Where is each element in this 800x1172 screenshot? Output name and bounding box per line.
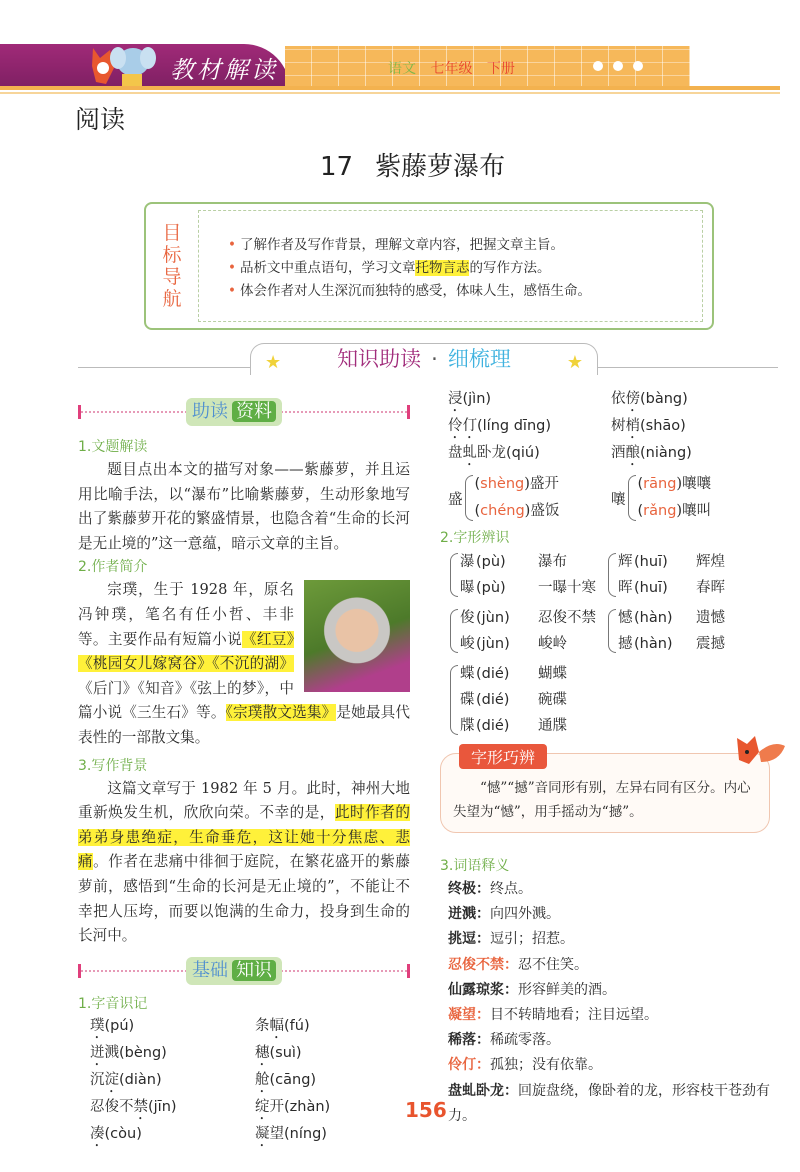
goal-label-char: 标 [162, 244, 182, 266]
colon: ： [504, 981, 518, 998]
text-segment: 宗璞，生于 1928 年，原名冯钟璞，笔名有任小哲、丰非等。主要作品有短篇小说 [78, 581, 294, 648]
goal-item [228, 280, 591, 303]
example-word: 碗碟 [538, 692, 567, 708]
word [448, 391, 463, 407]
word-part: 忍俊不 [90, 1098, 134, 1115]
page-number: 156 [405, 1098, 447, 1122]
pinyin: (bàng) [640, 391, 688, 407]
emphasized-char: 舱 [255, 1071, 270, 1088]
banner-right: 细梳理 [447, 347, 511, 371]
emphasized-char: 幅 [269, 1017, 284, 1034]
pinyin: (huī) [634, 554, 668, 570]
char: 俊 [460, 610, 475, 626]
volume: 下册 [486, 61, 515, 77]
pronunciation-item [90, 1042, 255, 1069]
word [255, 1099, 284, 1115]
word [448, 445, 506, 461]
emphasized-char: 穗 [255, 1044, 270, 1061]
polyphone-char: 盛 [448, 491, 463, 508]
vocabulary-item [440, 902, 780, 927]
fox-mascot-icon [733, 732, 787, 768]
distinction-group [448, 661, 776, 739]
example-word: 通牒 [538, 718, 567, 734]
header-dot [613, 61, 623, 71]
banner-dot: · [431, 347, 438, 371]
polyphone-readings [475, 471, 560, 525]
subject: 语文 [388, 61, 416, 77]
definition: 孤独；没有依靠。 [490, 1057, 602, 1074]
pinyin: (shāo) [640, 418, 686, 434]
pinyin: (bèng) [119, 1044, 167, 1061]
example-word: 辉煌 [696, 554, 725, 570]
distinction-row [618, 549, 725, 575]
char: 憾 [618, 610, 633, 626]
example-word: 春晖 [696, 580, 725, 596]
pinyin: (jùn) [476, 610, 510, 626]
vocabulary-item [440, 1079, 780, 1129]
emphasized-char: 浸 [448, 391, 463, 407]
word [90, 1018, 105, 1034]
tip-text: “憾”“撼”音同形有别，左异右同有区分。内心失望为“憾”，用手摇动为“撼”。 [453, 780, 751, 820]
reading-row [475, 498, 560, 525]
text-segment: 这篇文章写于 1982 年 5 月。此时，神州大地重新焕发生机，欣欣向荣。不幸的是， [78, 779, 410, 822]
text-segment: 题目点出本文的描写对象——紫藤萝，并且运用比喻手法，以“瀑布”比喻紫藤萝，生动形象地写出了紫藤萝开花的繁盛情景，也隐含着“生命的长河是无止境的”这一意蕴，暗示文章的主旨。 [78, 461, 410, 552]
vocabulary-item [440, 1003, 780, 1028]
fox-elephant-mascot-icon [88, 40, 158, 88]
distinction-rows [460, 661, 567, 739]
pronunciation-item [448, 442, 611, 469]
brace-icon [465, 475, 473, 521]
pinyin: (suì) [269, 1044, 302, 1061]
definition: 逗引；招惹。 [490, 931, 574, 948]
pinyin: (cāng) [269, 1071, 317, 1088]
emphasized-char: 凑 [90, 1125, 105, 1142]
goal-label-char: 目 [162, 222, 182, 244]
pinyin: (hàn) [634, 636, 673, 652]
section-title: 1.文题解读 [78, 439, 148, 455]
pronunciation-item [90, 1015, 255, 1042]
example-word: 一曝十寒 [538, 580, 596, 596]
example-word: 忍俊不禁 [538, 610, 596, 626]
example-word: 瀑布 [538, 554, 567, 570]
emphasized-char: 凝 [255, 1125, 270, 1142]
pronunciation-item [255, 1123, 415, 1150]
vocabulary-item [440, 1028, 780, 1053]
lesson-name: 紫藤萝瀑布 [375, 152, 506, 182]
emphasized-char: 绽 [255, 1098, 270, 1115]
star-icon: ★ [265, 352, 282, 373]
distinction-row [618, 575, 725, 601]
section-banner [250, 343, 598, 375]
word [255, 1072, 270, 1088]
basic-header-b: 知识 [232, 960, 276, 981]
pinyin: (dié) [476, 718, 510, 734]
pinyin: (hàn) [634, 610, 673, 626]
term: 凝望 [448, 1007, 476, 1024]
section-title: 3.写作背景 [78, 757, 148, 774]
distinction-row [460, 661, 567, 687]
banner-left: 知识助读 [337, 347, 422, 371]
ref-header [78, 398, 410, 426]
emphasized-char: 梢 [625, 418, 640, 434]
goal-label-char: 导 [162, 266, 182, 288]
highlight: 《红豆》《桃园女儿嫁窝谷》《不沉的湖》 [78, 630, 294, 673]
brace-icon [450, 665, 458, 735]
char: 曝 [460, 580, 475, 596]
distinction-row [460, 631, 596, 657]
word-part: 沉 [90, 1071, 105, 1088]
definition: 回旋盘绕，像卧着的龙，形容枝干苍劲有力。 [448, 1082, 770, 1124]
word [611, 445, 640, 461]
vocabulary-item [440, 1053, 780, 1078]
distinction-rows [618, 549, 725, 601]
colon: ： [476, 906, 490, 923]
pinyin: (jīn) [148, 1098, 177, 1115]
distinction-group [448, 605, 606, 657]
paren: ( [637, 476, 644, 492]
term: 忍俊不禁 [448, 956, 504, 973]
pronunciation-list [78, 1015, 410, 1150]
pronunciation-item [255, 1042, 415, 1069]
emphasized-char: 傍 [625, 391, 640, 407]
pronunciation-item [90, 1123, 255, 1150]
char: 峻 [460, 636, 475, 652]
polyphone-group [611, 471, 781, 525]
colon: ： [504, 956, 518, 973]
term: 盘虬卧龙 [448, 1082, 504, 1099]
basic-header-tag [186, 957, 282, 985]
distinction-rows [460, 549, 596, 601]
pronunciation-item [255, 1096, 415, 1123]
header-badge: 教材解读 [170, 56, 278, 84]
pronunciation-item [611, 442, 781, 469]
char: 瀑 [460, 554, 475, 570]
emphasized-char: 迸 [90, 1044, 105, 1061]
word [90, 1126, 105, 1142]
pinyin: shèng [480, 476, 525, 492]
emphasized-char: 虬 [462, 445, 477, 461]
word [255, 1018, 284, 1034]
emphasized-char: 禁 [133, 1098, 148, 1115]
pinyin: (diàn) [119, 1071, 162, 1088]
goal-label [160, 222, 184, 310]
left-column [78, 398, 410, 1150]
pinyin: rāng [643, 476, 677, 492]
pinyin: (níng) [284, 1125, 327, 1142]
vocabulary-item [440, 877, 780, 902]
distinction-rows [618, 605, 725, 657]
text-segment: 体会作者对人生深沉而独特的感受，体味人生，感悟生命。 [239, 283, 591, 299]
emphasized-char: 伶仃 [448, 418, 477, 434]
brace-icon [608, 553, 616, 597]
distinction-group [606, 549, 776, 601]
colon: ： [476, 1057, 490, 1074]
section-title: 2.字形辨识 [440, 530, 510, 546]
reading-row [638, 471, 712, 498]
pinyin: (pù) [476, 554, 506, 570]
word-part: 望 [269, 1125, 284, 1142]
distinction-row [460, 713, 567, 739]
polyphone-char: 嚷 [611, 491, 626, 508]
polyphone-list [440, 469, 780, 525]
text-segment: 了解作者及写作背景，理解文章内容，把握文章主旨。 [239, 237, 564, 253]
basic-header-a: 基础 [192, 959, 228, 981]
term: 仙露琼浆 [448, 981, 504, 998]
pronunciation-item [448, 415, 611, 442]
colon: ： [476, 881, 490, 897]
example: )盛开 [524, 476, 559, 492]
section-title: 3.词语释义 [440, 858, 510, 874]
word-part: 依 [611, 391, 626, 407]
char: 辉 [618, 554, 633, 570]
vocabulary-item [440, 978, 780, 1003]
word-part: 酒 [611, 445, 626, 461]
highlight: 《宗璞散文选集》 [225, 704, 337, 722]
pronunciation-item [611, 388, 781, 415]
colon: ： [476, 931, 490, 948]
word-part: 卧龙 [477, 445, 506, 461]
example-word: 峻岭 [538, 636, 567, 652]
goal-label-char: 航 [162, 288, 182, 310]
section-title: 2.作者简介 [78, 559, 148, 576]
text-segment: 《后门》《知音》《弦上的梦》，中篇小说《三生石》等。 [78, 679, 294, 722]
vocabulary-list [440, 877, 780, 1129]
word-part: 树 [611, 418, 626, 434]
pinyin: (fú) [284, 1017, 310, 1034]
example: )嚷嚷 [676, 476, 712, 492]
highlight: 此时作者的弟弟身患绝症，生命垂危，这让她十分焦虑、悲痛 [78, 804, 410, 871]
term: 挑逗 [448, 931, 476, 948]
emphasized-char: 璞 [90, 1017, 105, 1034]
pronunciation-item [255, 1069, 415, 1096]
pinyin: (niàng) [640, 445, 692, 461]
pronunciation-item [255, 1015, 415, 1042]
definition: 忍不住笑。 [518, 956, 588, 973]
pronunciation-item [90, 1069, 255, 1096]
header-dot [633, 61, 643, 71]
example-word: 遗憾 [696, 610, 725, 626]
distinction-row [460, 575, 596, 601]
colon: ： [476, 1032, 490, 1049]
distinction-row [460, 605, 596, 631]
section-title: 1.字音识记 [78, 995, 148, 1012]
distinction-group [448, 549, 606, 601]
pronunciation-item [611, 415, 781, 442]
pinyin: (pú) [104, 1017, 135, 1034]
word [90, 1099, 148, 1115]
ref-header-a: 助读 [192, 401, 228, 422]
paren: ( [637, 503, 644, 519]
vocabulary-item [440, 953, 780, 978]
pinyin: (jùn) [476, 636, 510, 652]
brace-icon [450, 553, 458, 597]
polyphone-readings [638, 471, 712, 525]
pinyin: (còu) [104, 1125, 142, 1142]
basic-header [78, 957, 410, 985]
goal-list [228, 234, 591, 303]
reading-row [475, 471, 560, 498]
term: 迸溅 [448, 906, 476, 923]
example-word: 震撼 [696, 636, 725, 652]
character-distinction-list [440, 549, 780, 739]
word-part: 开 [269, 1098, 284, 1115]
distinction-rows [460, 605, 596, 657]
word [448, 418, 477, 434]
distinction-row [618, 605, 725, 631]
goal-item [228, 234, 591, 257]
pronunciation-item [448, 388, 611, 415]
lesson-title [320, 146, 505, 183]
section-label: 阅读 [75, 105, 126, 134]
pinyin: (dié) [476, 692, 510, 708]
term: 伶仃 [448, 1057, 476, 1074]
pinyin: (zhàn) [284, 1098, 331, 1115]
brace-icon [628, 475, 636, 521]
word [255, 1126, 284, 1142]
colon: ： [504, 1082, 518, 1099]
brace-icon [608, 609, 616, 653]
word-part: 条 [255, 1017, 270, 1034]
emphasized-char: 酿 [625, 445, 640, 461]
pinyin: (qiú) [506, 445, 540, 461]
ref-header-b: 资料 [232, 401, 276, 422]
header-dot [593, 61, 603, 71]
distinction-row [460, 549, 596, 575]
pinyin: (pù) [476, 580, 506, 596]
ref-header-tag [186, 398, 282, 426]
word [611, 391, 640, 407]
author-photo [304, 580, 410, 692]
definition: 形容鲜美的酒。 [518, 981, 616, 998]
brace-icon [450, 609, 458, 653]
colon: ： [476, 1007, 490, 1024]
char: 碟 [460, 692, 475, 708]
reading-row [638, 498, 712, 525]
example-word: 蝴蝶 [538, 666, 567, 682]
grade: 七年级 [430, 61, 473, 77]
vocabulary-item [440, 927, 780, 952]
definition: 目不转睛地看；注目远望。 [490, 1007, 658, 1024]
term: 稀落 [448, 1032, 476, 1049]
goal-item [228, 257, 591, 280]
text-segment: 是她最具代表性的一部散文集。 [78, 704, 410, 746]
distinction-group [606, 605, 776, 657]
char: 牒 [460, 718, 475, 734]
pronunciation-item [90, 1096, 255, 1123]
writing-background [78, 777, 410, 949]
star-icon: ★ [566, 352, 583, 373]
word-part: 溅 [104, 1044, 119, 1061]
word [611, 418, 640, 434]
paren: ( [474, 476, 481, 492]
tip-box [440, 748, 770, 833]
text-segment: 品析文中重点语句，学习文章 [239, 260, 416, 276]
right-column [440, 388, 780, 1129]
header-rule-thin [0, 92, 780, 94]
title-interpretation [78, 458, 410, 556]
pinyin: (líng dīng) [477, 418, 552, 434]
pronunciation-list [440, 388, 780, 469]
pinyin: (dié) [476, 666, 510, 682]
distinction-row [618, 631, 725, 657]
text-segment: 的写作方法。 [469, 260, 551, 276]
definition: 终点。 [490, 881, 532, 897]
example: )盛饭 [524, 503, 560, 519]
distinction-row [460, 687, 567, 713]
word [255, 1045, 270, 1061]
pinyin: (jìn) [462, 391, 492, 407]
char: 蝶 [460, 666, 475, 682]
lesson-number: 17 [320, 152, 354, 182]
header-book-info [388, 58, 515, 78]
example: )嚷叫 [676, 503, 712, 519]
word-part: 盘 [448, 445, 463, 461]
word [90, 1045, 119, 1061]
paren: ( [474, 503, 481, 519]
char: 撼 [618, 636, 633, 652]
pinyin: rǎng [643, 503, 677, 519]
pinyin: (huī) [634, 580, 668, 596]
definition: 向四外溅。 [490, 906, 560, 923]
polyphone-group [448, 471, 611, 525]
word [90, 1072, 119, 1088]
pinyin: chéng [480, 503, 525, 519]
emphasized-char: 淀 [104, 1071, 119, 1088]
term: 终极 [448, 881, 476, 897]
tip-tag: 字形巧辨 [459, 744, 547, 769]
text-segment: 。作者在悲痛中徘徊于庭院，在繁花盛开的紫藤萝前，感悟到“生命的长河是无止境的”，不能让不幸把人压垮，而要以饱满的生命力，投身到生命的长河中。 [78, 853, 410, 945]
highlight: 托物言志 [415, 260, 470, 276]
char: 晖 [618, 580, 633, 596]
definition: 稀疏零落。 [490, 1032, 560, 1049]
